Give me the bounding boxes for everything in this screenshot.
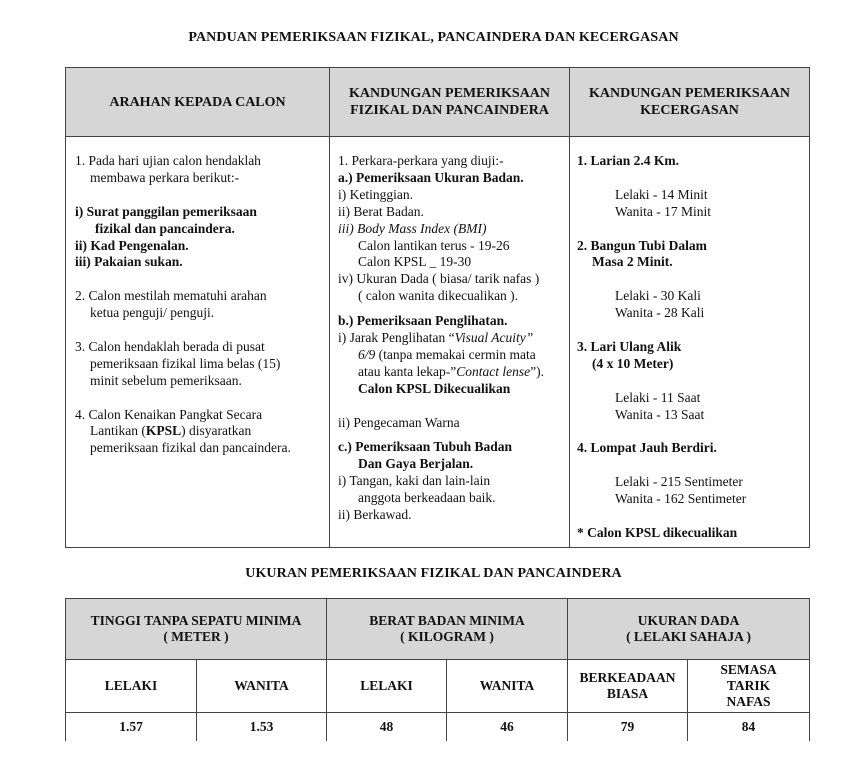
fizikal-line: 1. Perkara-perkara yang diuji:- bbox=[338, 153, 504, 168]
fizikal-line: iii) Body Mass Index (BMI) bbox=[338, 220, 487, 236]
header-arahan bbox=[66, 68, 330, 137]
group-header-unit: ( METER ) bbox=[163, 629, 229, 644]
arahan-line: iii) Pakaian sukan. bbox=[75, 254, 183, 270]
header-fizikal-line1: KANDUNGAN PEMERIKSAAN bbox=[348, 86, 551, 101]
arahan-line: fizikal dan pancaindera. bbox=[95, 220, 235, 236]
header-kecergasan bbox=[570, 68, 810, 137]
arahan-line: 3. Calon hendaklah berada di pusat bbox=[75, 338, 265, 354]
subheader-wanita: WANITA bbox=[197, 660, 327, 713]
kecergasan-line: Wanita - 28 Kali bbox=[615, 305, 705, 321]
group-header-line: BERAT BADAN MINIMA bbox=[369, 613, 525, 628]
arahan-kpsl: KPSL bbox=[145, 423, 182, 439]
kecergasan-line: Lelaki - 14 Minit bbox=[615, 186, 708, 202]
kecergasan-line: Wanita - 13 Saat bbox=[615, 406, 705, 422]
header-arahan-label: ARAHAN KEPADA CALON bbox=[109, 94, 286, 110]
subheader-line: BIASA bbox=[606, 686, 649, 701]
arahan-line: pemeriksaan fizikal lima belas (15) bbox=[90, 355, 281, 371]
subheader-line: BERKEADAAN bbox=[579, 670, 676, 685]
kecergasan-heading: 2. Bangun Tubi Dalam bbox=[577, 237, 707, 253]
group-header-line: UKURAN DADA bbox=[637, 613, 740, 628]
header-kecergasan-line2: KECERGASAN bbox=[640, 103, 739, 118]
fizikal-heading: c.) Pemeriksaan Tubuh Badan bbox=[338, 439, 513, 455]
group-header-berat bbox=[327, 599, 568, 660]
value-cell: 48 bbox=[327, 713, 447, 742]
subheader-lelaki: LELAKI bbox=[66, 660, 197, 713]
kecergasan-heading: (4 x 10 Meter) bbox=[592, 355, 674, 371]
arahan-cell bbox=[66, 137, 330, 548]
subheader-line: SEMASA bbox=[720, 662, 777, 677]
value-cell: 1.57 bbox=[66, 713, 197, 742]
arahan-line: ii) Kad Pengenalan. bbox=[75, 237, 189, 253]
fizikal-text: atau kanta lekap-” bbox=[358, 363, 457, 379]
fizikal-line: i) Tangan, kaki dan lain-lain bbox=[338, 473, 491, 489]
kecergasan-line: Lelaki - 215 Sentimeter bbox=[615, 474, 743, 490]
fizikal-line: Calon KPSL _ 19-30 bbox=[358, 254, 472, 270]
fizikal-line: ii) Berat Badan. bbox=[338, 203, 424, 219]
fizikal-line bbox=[338, 364, 565, 381]
arahan-line: membawa perkara berikut:- bbox=[90, 169, 240, 185]
group-header-tinggi bbox=[66, 599, 327, 660]
kecergasan-heading: 1. Larian 2.4 Km. bbox=[577, 153, 680, 168]
kecergasan-line: Lelaki - 11 Saat bbox=[615, 389, 701, 405]
arahan-text: ) disyaratkan bbox=[181, 423, 252, 439]
kecergasan-heading: 4. Lompat Jauh Berdiri. bbox=[577, 440, 717, 456]
kecergasan-cell bbox=[570, 137, 810, 548]
fizikal-line bbox=[338, 347, 565, 364]
arahan-line: 4. Calon Kenaikan Pangkat Secara bbox=[75, 406, 263, 422]
fizikal-text: (tanpa memakai cermin mata bbox=[375, 346, 536, 362]
header-fizikal-line2: FIZIKAL DAN PANCAINDERA bbox=[350, 103, 549, 118]
kecergasan-heading: 3. Lari Ulang Alik bbox=[577, 338, 682, 354]
fizikal-line: i) Ketinggian. bbox=[338, 186, 413, 202]
arahan-line: ketua penguji/ penguji. bbox=[90, 305, 215, 321]
value-cell: 1.53 bbox=[197, 713, 327, 742]
fizikal-italic: Visual Acuity” bbox=[454, 330, 534, 346]
fizikal-line: ii) Pengecaman Warna bbox=[338, 414, 460, 430]
group-header-line: TINGGI TANPA SEPATU MINIMA bbox=[90, 613, 302, 628]
value-cell: 46 bbox=[447, 713, 568, 742]
arahan-line: 2. Calon mestilah mematuhi arahan bbox=[75, 288, 267, 304]
fizikal-heading: Dan Gaya Berjalan. bbox=[358, 456, 474, 472]
value-cell: 79 bbox=[568, 713, 688, 742]
arahan-line: pemeriksaan fizikal dan pancaindera. bbox=[90, 440, 291, 456]
fizikal-heading: a.) Pemeriksaan Ukuran Badan. bbox=[338, 169, 524, 185]
fizikal-line: Calon KPSL Dikecualikan bbox=[358, 380, 511, 396]
measurement-table bbox=[65, 598, 810, 741]
group-header-dada bbox=[568, 599, 810, 660]
fizikal-line: iv) Ukuran Dada ( biasa/ tarik nafas ) bbox=[338, 271, 540, 287]
fizikal-line: ii) Berkawad. bbox=[338, 507, 412, 523]
header-kecergasan-line1: KANDUNGAN PEMERIKSAAN bbox=[588, 86, 791, 101]
subheader-lelaki: LELAKI bbox=[327, 660, 447, 713]
kecergasan-line: Lelaki - 30 Kali bbox=[615, 288, 701, 304]
fizikal-line: anggota berkeadaan baik. bbox=[358, 490, 496, 506]
fizikal-line: ( calon wanita dikecualikan ). bbox=[358, 288, 519, 304]
page-title: PANDUAN PEMERIKSAAN FIZIKAL, PANCAINDERA DAN KECERGASAN bbox=[188, 30, 679, 45]
subheader-semasa-tarik-nafas bbox=[688, 660, 810, 713]
guide-table bbox=[65, 67, 810, 548]
arahan-line: 1. Pada hari ujian calon hendaklah bbox=[75, 153, 261, 168]
fizikal-cell bbox=[330, 137, 570, 548]
fizikal-italic: Contact lense bbox=[456, 363, 531, 379]
group-header-unit: ( KILOGRAM ) bbox=[400, 629, 494, 644]
group-header-unit: ( LELAKI SAHAJA ) bbox=[626, 629, 751, 644]
subheader-wanita: WANITA bbox=[447, 660, 568, 713]
section-title: UKURAN PEMERIKSAAN FIZIKAL DAN PANCAINDERA bbox=[245, 566, 622, 581]
arahan-line: i) Surat panggilan pemeriksaan bbox=[75, 203, 257, 219]
header-fizikal bbox=[330, 68, 570, 137]
subheader-berkeadaan-biasa bbox=[568, 660, 688, 713]
arahan-line bbox=[75, 423, 325, 440]
fizikal-line bbox=[338, 330, 565, 347]
fizikal-heading: b.) Pemeriksaan Penglihatan. bbox=[338, 313, 508, 329]
value-cell: 84 bbox=[688, 713, 810, 742]
kecergasan-note: * Calon KPSL dikecualikan bbox=[577, 524, 738, 540]
fizikal-text: ”). bbox=[530, 363, 544, 379]
fizikal-text: i) Jarak Penglihatan “ bbox=[338, 330, 455, 346]
kecergasan-heading: Masa 2 Minit. bbox=[592, 254, 673, 270]
arahan-line: minit sebelum pemeriksaan. bbox=[90, 372, 242, 388]
fizikal-italic: 6/9 bbox=[358, 346, 376, 362]
subheader-line: NAFAS bbox=[726, 694, 771, 709]
arahan-text: Lantikan ( bbox=[90, 423, 146, 439]
kecergasan-line: Wanita - 17 Minit bbox=[615, 203, 712, 219]
fizikal-line: Calon lantikan terus - 19-26 bbox=[358, 237, 510, 253]
subheader-line: TARIK bbox=[726, 678, 771, 693]
kecergasan-line: Wanita - 162 Sentimeter bbox=[615, 491, 747, 507]
